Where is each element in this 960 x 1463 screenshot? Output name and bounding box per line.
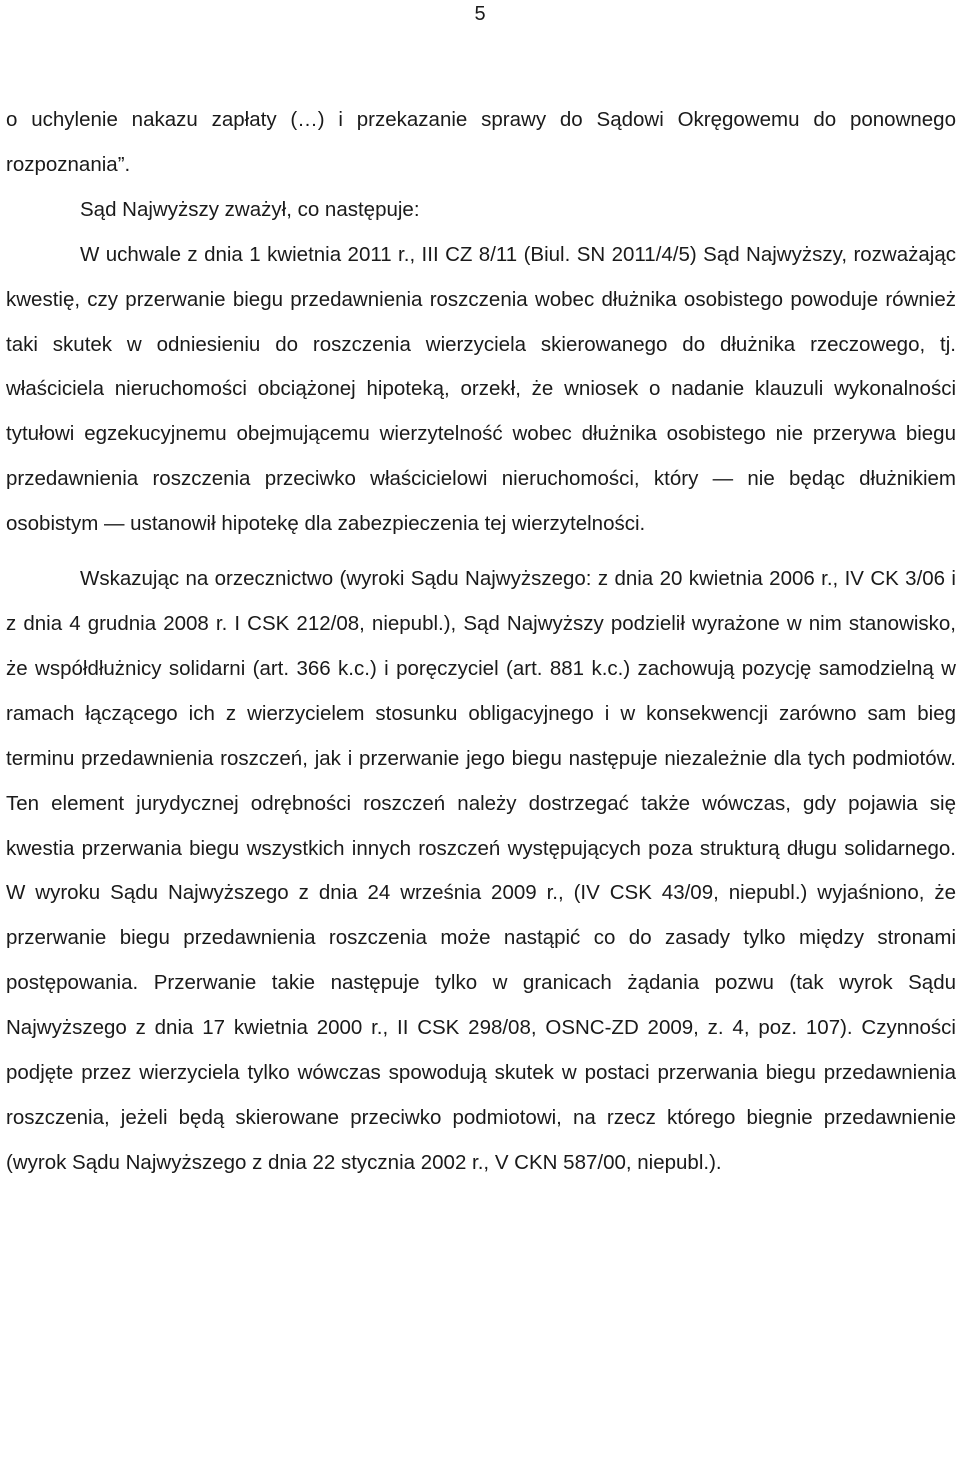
paragraph-4: Wskazując na orzecznictwo (wyroki Sądu Najwyższego: z dnia 20 kwietnia 2006 r., IV CK 3/06 i z dnia 4 grudnia 2008 r. I CSK 212/08, niepubl.), Sąd Najwyższy podzielił wyrażone w nim stanowisko, że współdłużnicy solidarni (art. 366 k.c.) i poręczyciel (art. 881 k.c.) zachowują pozycję samodzielną w ramach łączącego ich z wierzycielem stosunku obligacyjnego i w konsekwencji zarówno sam bieg terminu przedawnienia roszczeń, jak i przerwanie jego biegu następuje niezależnie dla tych podmiotów. Ten element jurydycznej odrębności roszczeń należy dostrzegać także wówczas, gdy pojawia się kwestia przerwania biegu wszystkich innych roszczeń występujących poza strukturą długu solidarnego. W wyroku Sądu Najwyższego z dnia 24 września 2009 r., (IV CSK 43/09, niepubl.) wyjaśniono, że przerwanie biegu przedawnienia roszczenia może nastąpić co do zasady tylko między stronami postępowania. Przerwanie takie następuje tylko w granicach żądania pozwu (tak wyrok Sądu Najwyższego z dnia 17 kwietnia 2000 r., II CSK 298/08, OSNC-ZD 2009, z. 4, poz. 107). Czynności podjęte przez wierzyciela tylko wówczas spowodują skutek w postaci przerwania biegu przedawnienia roszczenia, jeżeli będą skierowane przeciwko podmiotowi, na rzecz którego biegnie przedawnienie (wyrok Sądu Najwyższego z dnia 22 stycznia 2002 r., V CKN 587/00, niepubl.). xyxy=(6,567,956,1174)
page-number: 5 xyxy=(474,3,486,25)
paragraph-1: o uchylenie nakazu zapłaty (…) i przekazanie sprawy do Sądowi Okręgowemu do ponownego rozpoznania”. xyxy=(6,108,956,176)
paragraph-2: Sąd Najwyższy zważył, co następuje: xyxy=(80,197,420,221)
paragraph-3: W uchwale z dnia 1 kwietnia 2011 r., III CZ 8/11 (Biul. SN 2011/4/5) Sąd Najwyższy, rozważając kwestię, czy przerwanie biegu przedawnienia roszczenia wobec dłużnika osobistego powoduje również taki skutek w odniesieniu do roszczenia wierzyciela skierowanego do dłużnika rzeczowego, tj. właściciela nieruchomości obciążonej hipoteką, orzekł, że wniosek o nadanie klauzuli wykonalności tytułowi egzekucyjnemu obejmującemu wierzytelność wobec dłużnika osobistego nie przerywa biegu przedawnienia roszczenia przeciwko właścicielowi nieruchomości, który ― nie będąc dłużnikiem osobistym ― ustanowił hipotekę dla zabezpieczenia tej wierzytelności. xyxy=(6,242,956,536)
document-body xyxy=(6,98,956,1186)
